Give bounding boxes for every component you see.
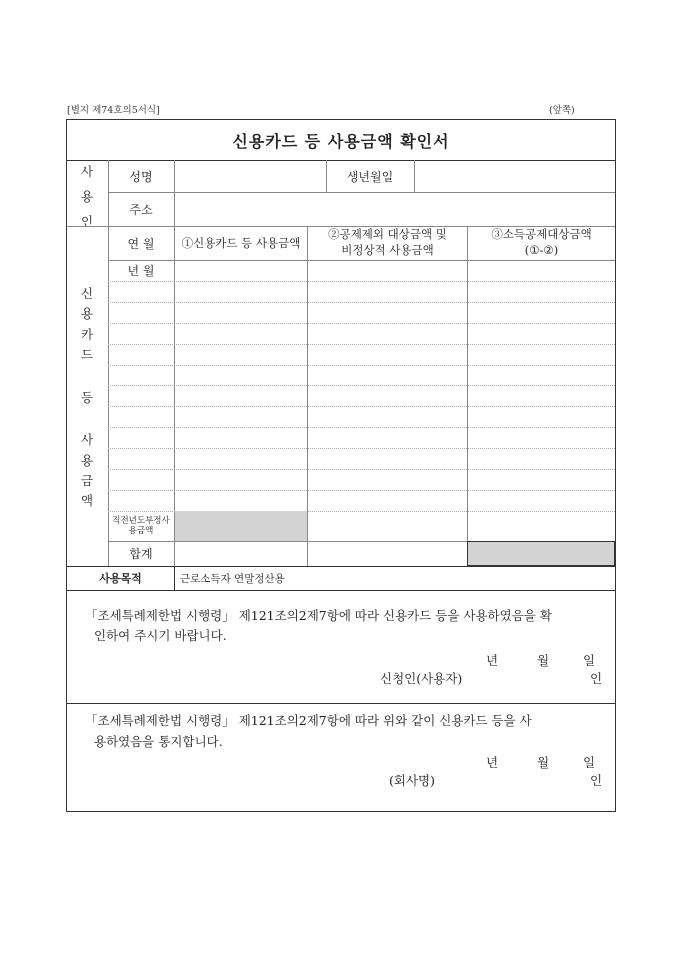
amount-entry-cell[interactable] <box>108 324 174 344</box>
prior-year-label-line1: 직전년도부정사 <box>112 516 170 526</box>
usage-section-char: 카 <box>80 326 94 342</box>
amount-entry-cell[interactable] <box>468 428 615 448</box>
usage-section-char: 사 <box>80 432 94 448</box>
birth-label: 생년월일 <box>346 169 394 184</box>
amount-entry-cell[interactable] <box>468 470 615 490</box>
confirm-day-label: 일 <box>583 755 596 770</box>
usage-section-char: 용 <box>80 306 94 322</box>
amount-entry-cell[interactable] <box>108 470 174 490</box>
usage-section-char: 액 <box>80 493 94 509</box>
confirm-text-line1: 「조세특례제한법 시행령」 제121조의2제7항에 따라 위와 같이 신용카드 등을 사 <box>85 713 532 728</box>
request-year-label: 년 <box>486 653 499 668</box>
amount-entry-cell[interactable] <box>175 470 307 490</box>
name-field[interactable] <box>175 160 326 192</box>
amount-entry-cell[interactable] <box>175 261 307 281</box>
col-deductible-amount-header <box>468 224 615 260</box>
confirm-text-line2: 용하였음을 통지합니다. <box>94 734 223 749</box>
amount-entry-cell[interactable] <box>175 282 307 302</box>
col-deductible-line2: (①-②) <box>524 243 559 257</box>
amount-entry-cell[interactable] <box>468 407 615 427</box>
amount-entry-cell[interactable] <box>175 366 307 386</box>
amount-entry-cell[interactable] <box>308 345 467 365</box>
amount-entry-cell[interactable] <box>175 491 307 511</box>
request-day-label: 일 <box>583 653 596 668</box>
amount-entry-cell[interactable] <box>468 449 615 469</box>
amount-entry-cell[interactable] <box>175 324 307 344</box>
usage-section-char: 드 <box>80 347 94 363</box>
disabled-cell <box>175 511 307 541</box>
page-side-label: (앞쪽) <box>549 105 575 116</box>
amount-entry-cell[interactable] <box>175 345 307 365</box>
amount-entry-cell[interactable] <box>308 470 467 490</box>
amount-entry-cell[interactable] <box>308 491 467 511</box>
amount-entry-cell[interactable] <box>108 303 174 323</box>
prior-year-label-line2: 용금액 <box>128 526 154 536</box>
total-label: 합계 <box>129 547 153 561</box>
applicant-label: 신청인(사용자) <box>380 671 463 686</box>
col-deductible-line1: ③소득공제대상금액 <box>491 227 592 241</box>
amount-entry-cell[interactable] <box>468 303 615 323</box>
confirm-year-label: 년 <box>486 755 499 770</box>
address-field[interactable] <box>175 192 615 226</box>
company-seal: 인 <box>590 773 603 788</box>
amount-entry-cell[interactable] <box>108 407 174 427</box>
col-card-amount-header: ①신용카드 등 사용금액 <box>181 236 301 250</box>
form-title: 신용카드 등 사용금액 확인서 <box>232 131 450 151</box>
purpose-value: 근로소득자 연말정산용 <box>180 572 285 585</box>
confirm-month-label: 월 <box>537 755 550 770</box>
amount-entry-cell[interactable] <box>468 324 615 344</box>
amount-entry-cell[interactable] <box>175 428 307 448</box>
amount-entry-cell[interactable] <box>468 386 615 406</box>
amount-entry-cell[interactable] <box>468 345 615 365</box>
request-text-line2: 인하여 주시기 바랍니다. <box>94 628 227 643</box>
amount-entry-cell[interactable] <box>108 449 174 469</box>
amount-entry-cell[interactable] <box>468 261 615 281</box>
purpose-label: 사용목적 <box>99 572 142 585</box>
amount-entry-cell[interactable] <box>108 428 174 448</box>
user-section-char: 용 <box>80 188 94 204</box>
amount-entry-cell[interactable] <box>108 282 174 302</box>
amount-entry-cell[interactable] <box>308 407 467 427</box>
usage-section-label <box>79 288 95 508</box>
amount-entry-cell[interactable] <box>308 282 467 302</box>
amount-entry-cell[interactable] <box>308 261 467 281</box>
amount-entry-cell[interactable] <box>308 428 467 448</box>
user-section-char: 사 <box>80 164 94 179</box>
user-section-label <box>79 166 95 228</box>
usage-section-char: 신 <box>80 286 94 301</box>
amount-entry-cell[interactable] <box>468 491 615 511</box>
request-text-line1: 「조세특례제한법 시행령」 제121조의2제7항에 따라 신용카드 등을 사용하였음을 확 <box>85 608 552 623</box>
form-number: [별지 제74호의5서식] <box>67 105 160 116</box>
confirmation-form <box>66 119 616 812</box>
amount-entry-cell[interactable] <box>175 386 307 406</box>
name-label: 성명 <box>129 169 153 184</box>
amount-entry-cell[interactable] <box>108 491 174 511</box>
usage-section-char: 등 <box>80 389 94 405</box>
amount-entry-cell[interactable] <box>175 407 307 427</box>
amount-entry-cell[interactable] <box>308 303 467 323</box>
amount-entry-cell[interactable] <box>175 303 307 323</box>
col-period-header: 연 월 <box>127 236 155 251</box>
birth-field[interactable] <box>415 160 615 192</box>
amount-entry-cell[interactable] <box>468 282 615 302</box>
amount-entry-cell[interactable] <box>308 366 467 386</box>
col-excluded-line1: ②공제제외 대상금액 및 <box>328 227 447 241</box>
user-section-char: 인 <box>80 213 94 229</box>
request-month-label: 월 <box>537 653 550 668</box>
amount-entry-cell[interactable] <box>308 386 467 406</box>
usage-section-char: 용 <box>80 452 94 468</box>
col-excluded-amount-header <box>308 224 467 260</box>
amount-entry-cell[interactable] <box>108 386 174 406</box>
company-label: (회사명) <box>389 773 435 788</box>
amount-entry-cell[interactable] <box>108 345 174 365</box>
usage-section-char: 금 <box>80 472 94 488</box>
total-deductible-disabled-cell <box>467 541 615 566</box>
amount-entry-cell[interactable] <box>108 366 174 386</box>
amount-entry-cell[interactable] <box>175 449 307 469</box>
amount-entry-cell[interactable] <box>468 366 615 386</box>
address-label: 주소 <box>129 202 153 217</box>
amount-entry-cell[interactable] <box>308 324 467 344</box>
applicant-seal: 인 <box>590 671 603 686</box>
prior-year-label <box>108 511 174 541</box>
col-excluded-line2: 비정상적 사용금액 <box>341 243 434 257</box>
first-row-period-label: 년 월 <box>127 263 155 278</box>
amount-entry-cell[interactable] <box>308 449 467 469</box>
